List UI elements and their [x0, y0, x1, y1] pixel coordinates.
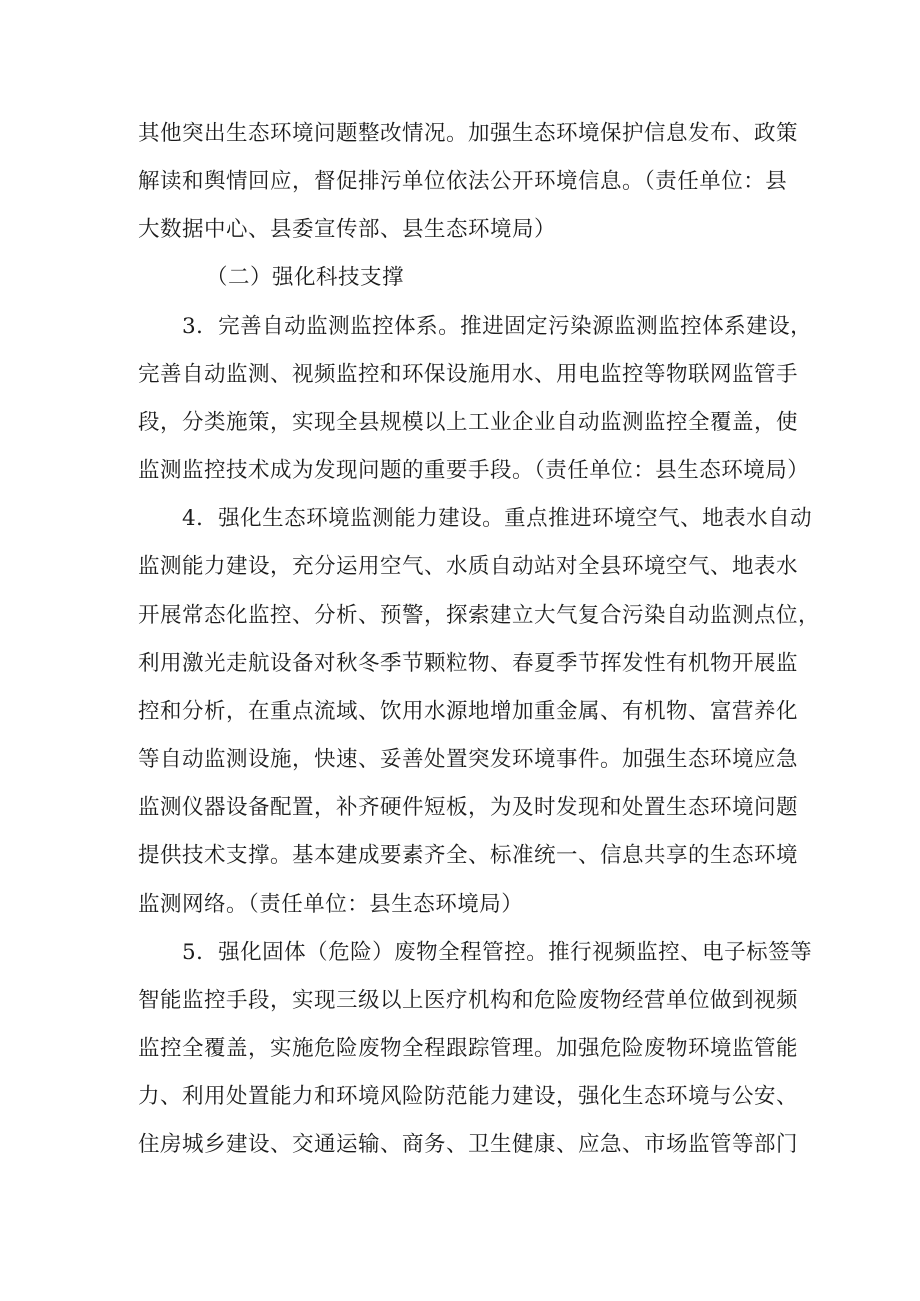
text-line: 控和分析，在重点流域、饮用水源地增加重金属、有机物、富营养化 [138, 699, 799, 724]
text-line: 监测能力建设，充分运用空气、水质自动站对全县环境空气、地表水 [138, 554, 799, 579]
text-line: 5．强化固体（危险）废物全程管控。推行视频监控、电子标签等 [182, 940, 813, 965]
text-line: 其他突出生态环境问题整改情况。加强生态环境保护信息发布、政策 [138, 121, 799, 146]
text-line: 监控全覆盖，实施危险废物全程跟踪管理。加强危险废物环境监管能 [138, 1036, 799, 1061]
text-line: 利用激光走航设备对秋冬季节颗粒物、春夏季节挥发性有机物开展监 [138, 651, 799, 676]
text-line: 住房城乡建设、交通运输、商务、卫生健康、应急、市场监管等部门 [138, 1132, 799, 1157]
text-line: 4．强化生态环境监测能力建设。重点推进环境空气、地表水自动 [182, 506, 813, 531]
text-line: 完善自动监测、视频监控和环保设施用水、用电监控等物联网监管手 [138, 362, 799, 387]
text-line: 大数据中心、县委宣传部、县生态环境局） [138, 217, 557, 242]
text-line: 提供技术支撑。基本建成要素齐全、标准统一、信息共享的生态环境 [138, 843, 799, 868]
text-line: 监测监控技术成为发现问题的重要手段。（责任单位：县生态环境局） [138, 458, 810, 483]
text-line: 智能监控手段，实现三级以上医疗机构和危险废物经营单位做到视频 [138, 988, 799, 1013]
text-line: 解读和舆情回应，督促排污单位依法公开环境信息。（责任单位：县 [138, 169, 788, 194]
text-line: 监测仪器设备配置，补齐硬件短板，为及时发现和处置生态环境问题 [138, 795, 799, 820]
text-line: 力、利用处置能力和环境风险防范能力建设，强化生态环境与公安、 [138, 1084, 799, 1109]
text-line: 3．完善自动监测监控体系。推进固定污染源监测监控体系建设， [182, 314, 813, 339]
text-line: 开展常态化监控、分析、预警，探索建立大气复合污染自动监测点位， [138, 603, 821, 628]
section-heading: （二）强化科技支撑 [206, 265, 405, 290]
text-line: 监测网络。（责任单位：县生态环境局） [138, 892, 524, 917]
text-line: 段，分类施策，实现全县规模以上工业企业自动监测监控全覆盖，使 [138, 410, 799, 435]
text-line: 等自动监测设施，快速、妥善处置突发环境事件。加强生态环境应急 [138, 747, 799, 772]
